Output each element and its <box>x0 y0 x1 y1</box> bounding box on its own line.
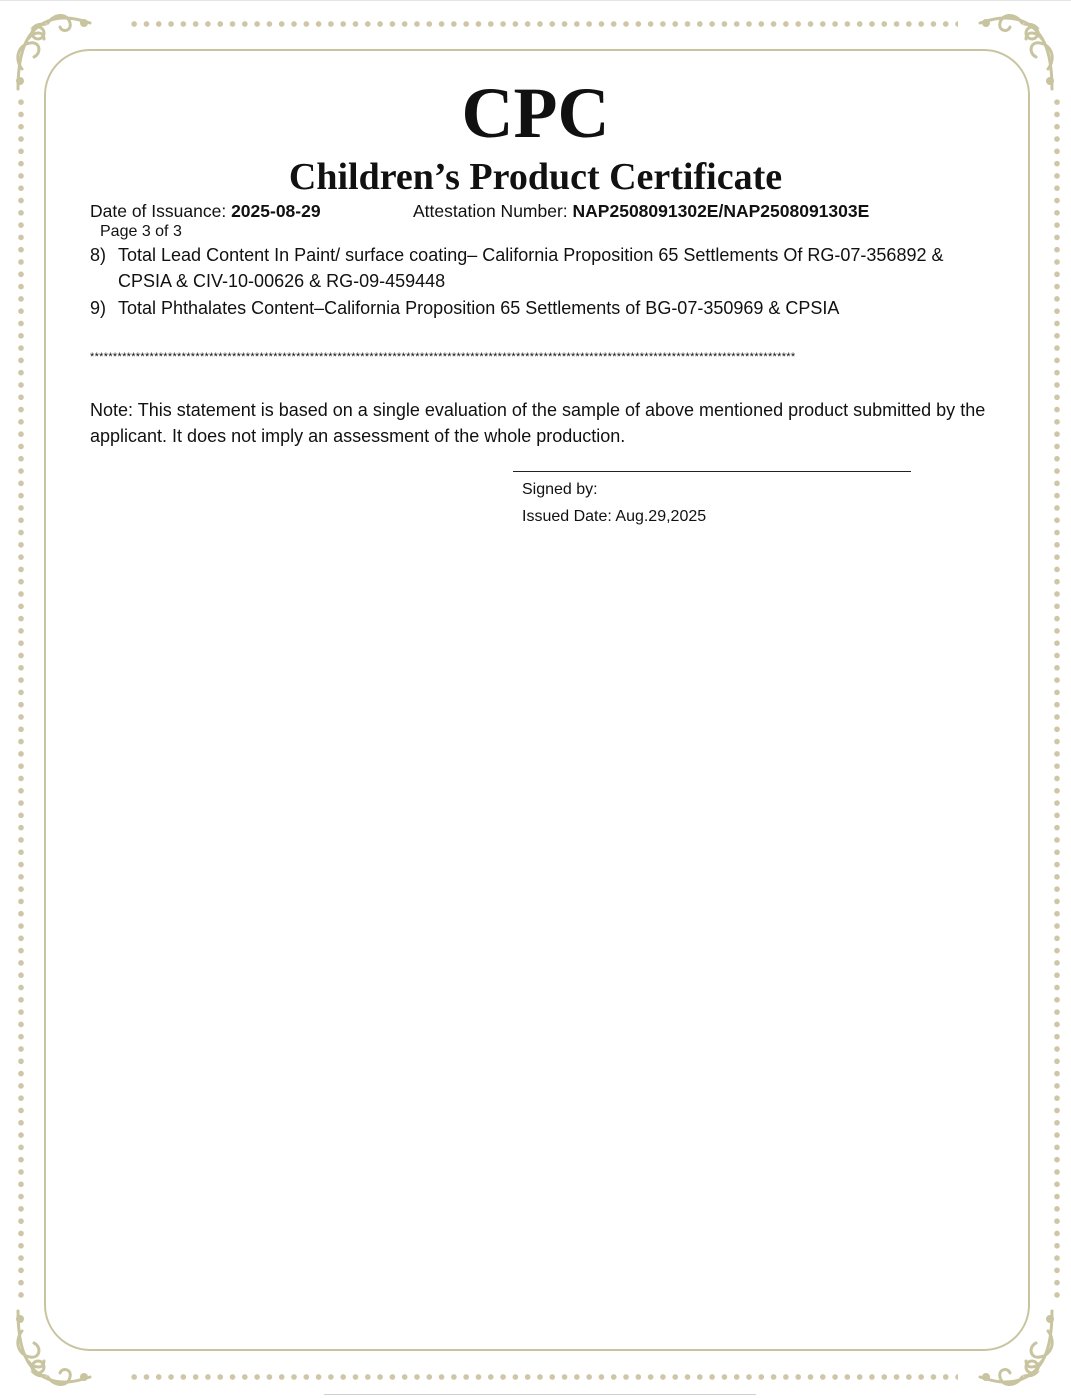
attestation-label: Attestation Number: <box>413 201 573 221</box>
list-item <box>90 242 1000 294</box>
corner-ornament-icon <box>8 1301 98 1391</box>
corner-ornament-icon <box>972 1301 1062 1391</box>
signature-line <box>513 471 911 472</box>
separator-line: ********************************************************************************************************************************************************** <box>90 351 796 363</box>
issuance-label: Date of Issuance: <box>90 201 232 221</box>
list-item <box>90 295 1000 321</box>
page-number: Page 3 of 3 <box>100 223 182 240</box>
note-paragraph: Note: This statement is based on a single evaluation of the sample of above mentioned product submitted by the applicant. It does not imply an assessment of the whole production. <box>90 400 986 446</box>
signed-by-label: Signed by: <box>522 481 598 498</box>
bottom-divider <box>324 1394 756 1395</box>
attestation-value: NAP2508091302E/NAP2508091303E <box>572 201 870 221</box>
page-title: Children’s Product Certificate <box>288 156 783 198</box>
left-dotted-border <box>17 96 25 1301</box>
issuance-date <box>90 200 321 222</box>
list-item-text: Total Lead Content In Paint/ surface coating– California Proposition 65 Settlements Of RG-07-356892 & CPSIA & CIV-10-00626 & RG-09-459448 <box>118 245 944 291</box>
list-item-number: 9) <box>90 298 107 318</box>
issuance-value: 2025-08-29 <box>231 201 321 221</box>
right-dotted-border <box>1053 96 1061 1301</box>
bottom-dotted-border <box>128 1373 958 1381</box>
cpc-heading: CPC <box>461 73 610 153</box>
list-item-number: 8) <box>90 245 107 265</box>
attestation-number <box>413 200 869 222</box>
top-dotted-border <box>128 20 958 28</box>
issued-date: Issued Date: Aug.29,2025 <box>522 508 707 525</box>
list-item-text: Total Phthalates Content–California Proposition 65 Settlements of BG-07-350969 & CPSIA <box>118 298 840 318</box>
